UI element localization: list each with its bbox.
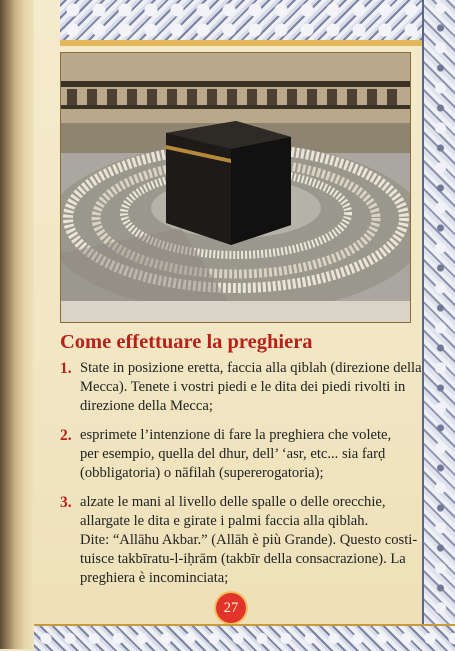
ornamental-border-right	[422, 0, 455, 649]
item-number: 1.	[60, 360, 72, 377]
item-text-line: esprimete l’intenzione di fare la preghiera che volete,	[80, 427, 392, 443]
item-text-line: Dite: “Allāhu Akbar.” (Allāh è più Grande). Questo costi-	[80, 532, 418, 548]
item-number: 2.	[60, 427, 72, 444]
item-text-line: per esempio, quella del dhur, dell’ ‘asr, etc... sia farḍ	[80, 446, 386, 462]
instruction-list	[60, 359, 420, 598]
item-number: 3.	[60, 494, 72, 511]
gold-rule	[60, 40, 422, 46]
item-text-line: tuisce takbīratu-l-iḥrām (takbīr della consacrazione). La	[80, 551, 406, 567]
item-text-line: allargate le dita e girate i palmi faccia alla qiblah.	[80, 513, 369, 529]
list-item	[60, 359, 420, 416]
ornamental-border-top	[60, 0, 422, 42]
list-item	[60, 426, 420, 483]
item-text-line: Mecca). Tenete i vostri piedi e le dita dei piedi rivolti in	[80, 379, 406, 395]
item-text-line: direzione della Mecca;	[80, 398, 213, 414]
page-number-badge: 27	[216, 593, 246, 623]
item-text-line: alzate le mani al livello delle spalle o delle orecchie,	[80, 494, 386, 510]
book-gutter	[0, 0, 34, 649]
item-text-line: preghiera è incominciata;	[80, 570, 229, 586]
list-item	[60, 493, 420, 588]
ornamental-border-bottom	[34, 624, 455, 651]
kaaba-photo	[60, 52, 411, 323]
item-text-line: (obbligatoria) o nāfilah (supererogatoria);	[80, 465, 324, 481]
item-text-line: State in posizione eretta, faccia alla qiblah (direzione della	[80, 360, 422, 376]
section-heading: Come effettuare la preghiera	[60, 331, 313, 353]
